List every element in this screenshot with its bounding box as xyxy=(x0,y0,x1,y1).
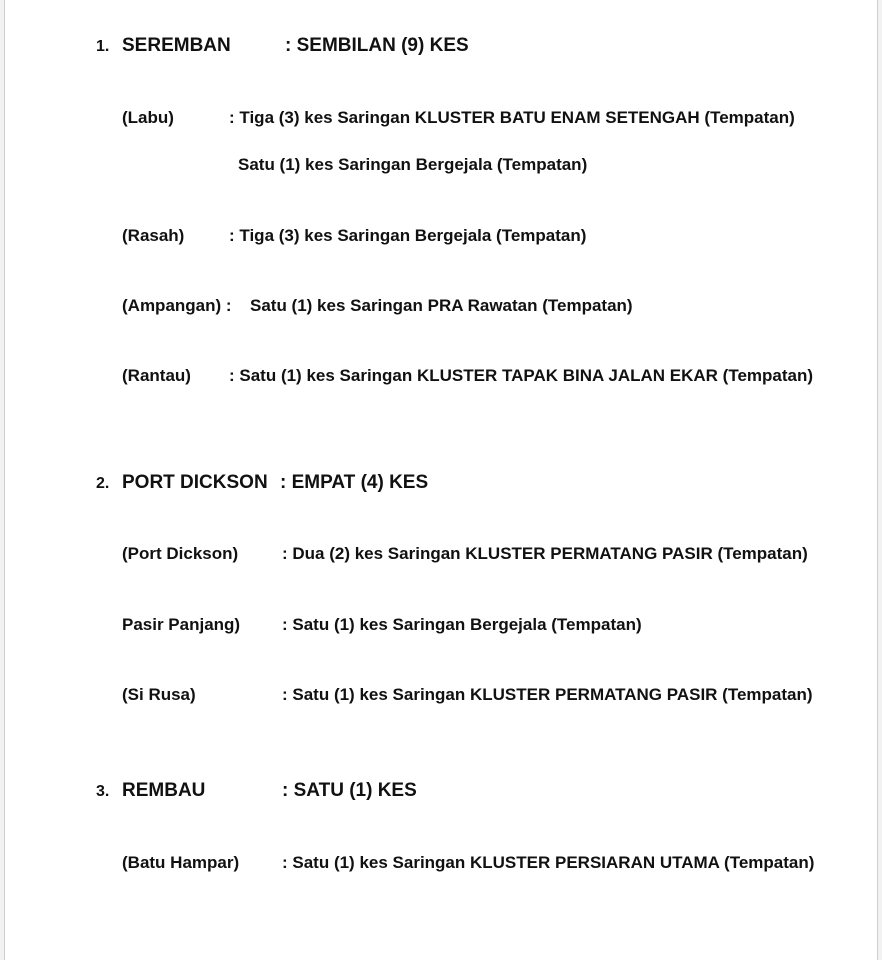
area-detail: : Dua (2) kes Saringan KLUSTER PERMATANG PASIR (Tempatan) xyxy=(282,544,808,563)
section-number: 1. xyxy=(96,38,110,55)
area-label: (Labu) xyxy=(122,108,174,127)
area-detail: : Satu (1) kes Saringan KLUSTER PERSIARAN UTAMA (Tempatan) xyxy=(282,853,815,872)
district-total: : SEMBILAN (9) KES xyxy=(285,35,469,56)
area-detail: Satu (1) kes Saringan PRA Rawatan (Tempatan) xyxy=(250,296,633,315)
area-detail: : Satu (1) kes Saringan KLUSTER PERMATANG PASIR (Tempatan) xyxy=(282,685,813,704)
area-detail: : Satu (1) kes Saringan KLUSTER TAPAK BINA JALAN EKAR (Tempatan) xyxy=(229,366,814,385)
section-number: 3. xyxy=(96,783,110,800)
area-detail: : Tiga (3) kes Saringan Bergejala (Tempatan) xyxy=(229,226,587,245)
area-label: (Rasah) xyxy=(122,226,185,245)
district-name: REMBAU xyxy=(122,780,206,801)
area-label: (Rantau) xyxy=(122,366,191,385)
area-label: Pasir Panjang) xyxy=(122,615,241,634)
section-number: 2. xyxy=(96,475,110,492)
document-page xyxy=(4,0,878,960)
area-detail: Satu (1) kes Saringan Bergejala (Tempatan) xyxy=(238,155,588,174)
area-label: (Batu Hampar) xyxy=(122,853,240,872)
area-label: (Ampangan) : xyxy=(122,296,232,315)
district-name: SEREMBAN xyxy=(122,35,231,56)
area-label: (Si Rusa) xyxy=(122,685,196,704)
area-detail: : Tiga (3) kes Saringan KLUSTER BATU ENAM SETENGAH (Tempatan) xyxy=(229,108,795,127)
area-label: (Port Dickson) xyxy=(122,544,239,563)
district-name: PORT DICKSON xyxy=(122,472,268,493)
area-detail: : Satu (1) kes Saringan Bergejala (Tempatan) xyxy=(282,615,642,634)
district-total: : EMPAT (4) KES xyxy=(280,472,429,493)
district-total: : SATU (1) KES xyxy=(282,780,417,801)
